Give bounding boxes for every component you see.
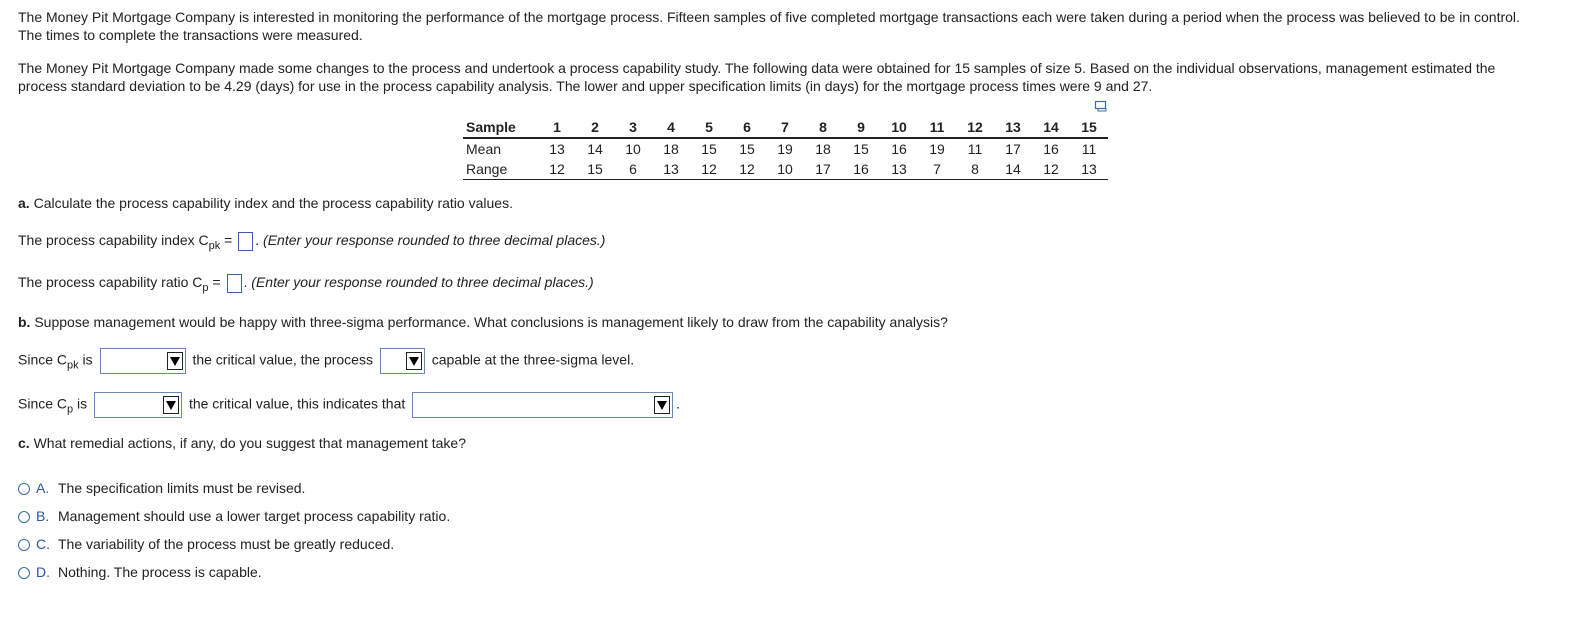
cp-comparison-select[interactable]: [94, 392, 182, 418]
capability-select[interactable]: [380, 348, 425, 374]
table-cell: 11: [1081, 141, 1097, 157]
sample-header: 12: [956, 116, 994, 138]
is-label: is: [78, 351, 93, 368]
radio-button-icon[interactable]: [18, 483, 30, 495]
cp-answer-input[interactable]: [227, 274, 242, 293]
row-label: Mean: [466, 141, 502, 157]
table-cell: 12: [728, 159, 766, 180]
rounding-hint: (Enter your response rounded to three decimal places.): [263, 232, 606, 249]
sample-header: 2: [576, 116, 614, 138]
part-b-question: [18, 314, 948, 330]
table-cell: 15: [701, 141, 717, 157]
table-header-row: [463, 116, 1108, 138]
period: .: [243, 274, 248, 291]
table-cell: 11: [967, 141, 983, 157]
chevron-down-icon[interactable]: [163, 396, 179, 414]
cp-subscript: p: [67, 403, 74, 416]
capable-text: capable at the three-sigma level.: [431, 351, 635, 368]
table-cell: 15: [739, 141, 755, 157]
option-letter: C.: [36, 536, 50, 552]
option-text[interactable]: The specification limits must be revised.: [58, 480, 306, 496]
equals-sign: =: [220, 232, 233, 249]
copy-data-icon[interactable]: [1094, 100, 1108, 112]
table-cell: 15: [576, 159, 614, 180]
table-cell: 16: [842, 159, 880, 180]
cpk-subscript: pk: [67, 359, 79, 372]
cpk-conclusion-line: [18, 348, 634, 374]
sample-header: 5: [690, 116, 728, 138]
chevron-down-icon[interactable]: [406, 352, 422, 370]
period: .: [255, 232, 260, 249]
table-cell: 8: [956, 159, 994, 180]
part-a-text: Calculate the process capability index and the process capability ratio values.: [29, 195, 513, 211]
table-cell: 14: [994, 159, 1032, 180]
table-cell: 17: [1005, 141, 1021, 157]
indication-select[interactable]: [412, 392, 673, 418]
cpk-answer-line: [18, 232, 605, 251]
table-cell: 13: [549, 141, 565, 157]
table-cell: 18: [815, 141, 831, 157]
part-a-letter: a.: [18, 195, 30, 211]
cp-conclusion-line: [18, 392, 680, 418]
table-cell: 13: [880, 159, 918, 180]
since-label: Since C: [18, 351, 68, 368]
since-label: Since C: [18, 395, 68, 412]
radio-button-icon[interactable]: [18, 511, 30, 523]
table-cell: 6: [614, 159, 652, 180]
rounding-hint: (Enter your response rounded to three decimal places.): [251, 274, 594, 291]
sample-header: 6: [728, 116, 766, 138]
table-cell: 18: [663, 141, 679, 157]
sample-data-table: [463, 116, 1108, 180]
sample-header: 4: [652, 116, 690, 138]
option-letter: A.: [36, 480, 50, 496]
is-label: is: [73, 395, 88, 412]
critical-indicates-text: the critical value, this indicates that: [188, 395, 406, 412]
table-cell: 10: [625, 141, 641, 157]
table-cell: 13: [652, 159, 690, 180]
option-letter: B.: [36, 508, 50, 524]
table-row-range: [463, 159, 1108, 180]
equals-sign: =: [208, 274, 221, 291]
context-paragraph: The Money Pit Mortgage Company made some changes to the process and undertook a process capability study. The following data were obtained for 15 samples of size 5. Based on the individual observations, management estimated the process standard deviation to be 4.29 (days) for use in the process capability analysis. The lower and upper specification limits (in days) for the mortgage process times were 9 and 27.: [18, 60, 1496, 94]
part-c-question: [18, 435, 466, 451]
cp-label: The process capability ratio C: [18, 274, 203, 291]
cp-answer-line: [18, 274, 594, 293]
sample-header: 13: [994, 116, 1032, 138]
radio-button-icon[interactable]: [18, 539, 30, 551]
table-cell: 12: [538, 159, 576, 180]
sample-header: 1: [538, 116, 576, 138]
table-cell: 13: [1070, 159, 1108, 180]
option-c[interactable]: [18, 536, 394, 552]
critical-value-text: the critical value, the process: [192, 351, 373, 368]
option-text[interactable]: Nothing. The process is capable.: [58, 564, 262, 580]
cpk-comparison-select[interactable]: [100, 348, 186, 374]
table-cell: 17: [804, 159, 842, 180]
sample-header: 3: [614, 116, 652, 138]
part-c-text: What remedial actions, if any, do you suggest that management take?: [29, 435, 467, 451]
sample-header: 9: [842, 116, 880, 138]
option-text[interactable]: The variability of the process must be greatly reduced.: [58, 536, 395, 552]
cpk-subscript: pk: [208, 240, 221, 253]
table-cell: 19: [777, 141, 793, 157]
chevron-down-icon[interactable]: [167, 352, 183, 370]
sample-header: 15: [1070, 116, 1108, 138]
cpk-label: The process capability index C: [18, 232, 209, 249]
period: .: [676, 395, 681, 412]
table-header-label: Sample: [463, 116, 538, 138]
option-b[interactable]: [18, 508, 450, 524]
table-cell: 12: [690, 159, 728, 180]
cp-subscript: p: [202, 282, 209, 295]
sample-header: 7: [766, 116, 804, 138]
chevron-down-icon[interactable]: [654, 396, 670, 414]
part-b-text: Suppose management would be happy with three-sigma performance. What conclusions is management likely to draw from the capability analysis?: [30, 314, 948, 330]
table-cell: 10: [766, 159, 804, 180]
option-a[interactable]: [18, 480, 305, 496]
part-b-letter: b.: [18, 314, 31, 330]
table-cell: 16: [1043, 141, 1059, 157]
table-cell: 15: [853, 141, 869, 157]
option-d[interactable]: [18, 564, 262, 580]
cpk-answer-input[interactable]: [238, 232, 253, 251]
table-cell: 14: [587, 141, 603, 157]
sample-header: 10: [880, 116, 918, 138]
option-letter: D.: [36, 564, 50, 580]
table-row-mean: [463, 138, 1108, 159]
radio-button-icon[interactable]: [18, 567, 30, 579]
table-cell: 19: [929, 141, 945, 157]
part-c-letter: c.: [18, 435, 30, 451]
sample-header: 14: [1032, 116, 1070, 138]
sample-header: 11: [918, 116, 956, 138]
part-a-question: [18, 195, 513, 211]
intro-paragraph: The Money Pit Mortgage Company is interested in monitoring the performance of the mortgage process. Fifteen samples of five completed mortgage transactions each were taken during a period when the process was believed to be in control. The times to complete the transactions were measured.: [18, 9, 1520, 43]
table-cell: 16: [891, 141, 907, 157]
table-cell: 12: [1032, 159, 1070, 180]
row-label: Range: [463, 159, 538, 180]
table-cell: 7: [918, 159, 956, 180]
option-text[interactable]: Management should use a lower target process capability ratio.: [58, 508, 451, 524]
sample-header: 8: [804, 116, 842, 138]
